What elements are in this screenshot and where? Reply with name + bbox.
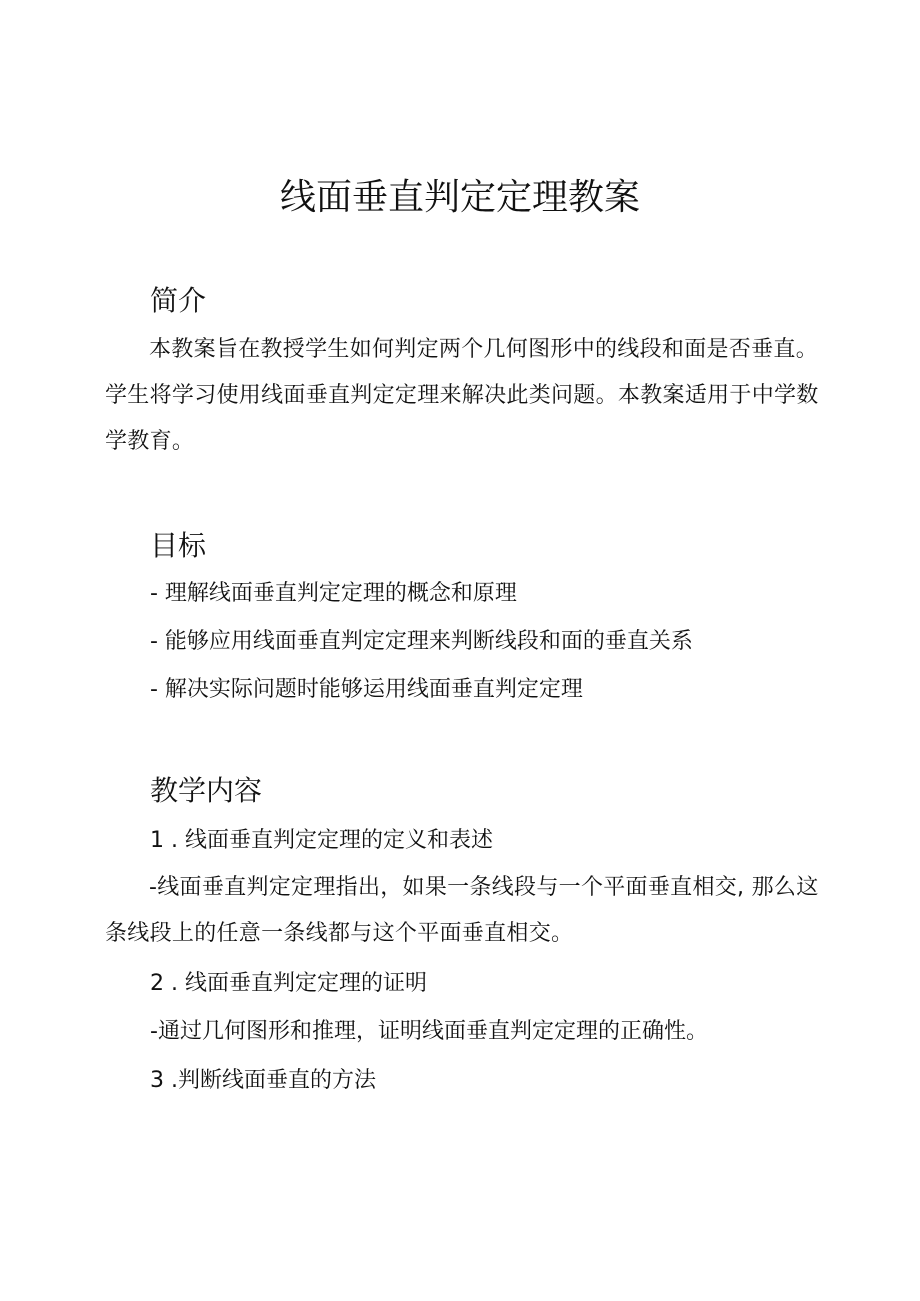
goal-item: - 解决实际问题时能够运用线面垂直判定定理: [150, 677, 583, 702]
content-item-text: -通过几何图形和推理，证明线面垂直判定定理的正确性。: [150, 1019, 708, 1044]
section-heading-goals: 目标: [150, 529, 207, 562]
document-title: 线面垂直判定定理教案: [279, 177, 640, 218]
section-heading-intro: 简介: [150, 284, 207, 317]
content-item-title: 3 .判断线面垂直的方法: [150, 1068, 376, 1093]
content-item-text: -线面垂直判定定理指出，如果一条线段与一个平面垂直相交, 那么这条线段上的任意一条线都与这个平面垂直相交。: [105, 875, 819, 946]
goal-item: - 理解线面垂直判定定理的概念和原理: [150, 581, 517, 606]
section-heading-content: 教学内容: [150, 774, 263, 807]
intro-paragraph: 本教案旨在教授学生如何判定两个几何图形中的线段和面是否垂直。学生将学习使用线面垂直判定定理来解决此类问题。本教案适用于中学数学教育。: [105, 337, 819, 454]
content-item-title: 2 . 线面垂直判定定理的证明: [150, 971, 427, 996]
goal-item: - 能够应用线面垂直判定定理来判断线段和面的垂直关系: [150, 629, 693, 654]
content-item-title: 1 . 线面垂直判定定理的定义和表述: [150, 828, 493, 853]
